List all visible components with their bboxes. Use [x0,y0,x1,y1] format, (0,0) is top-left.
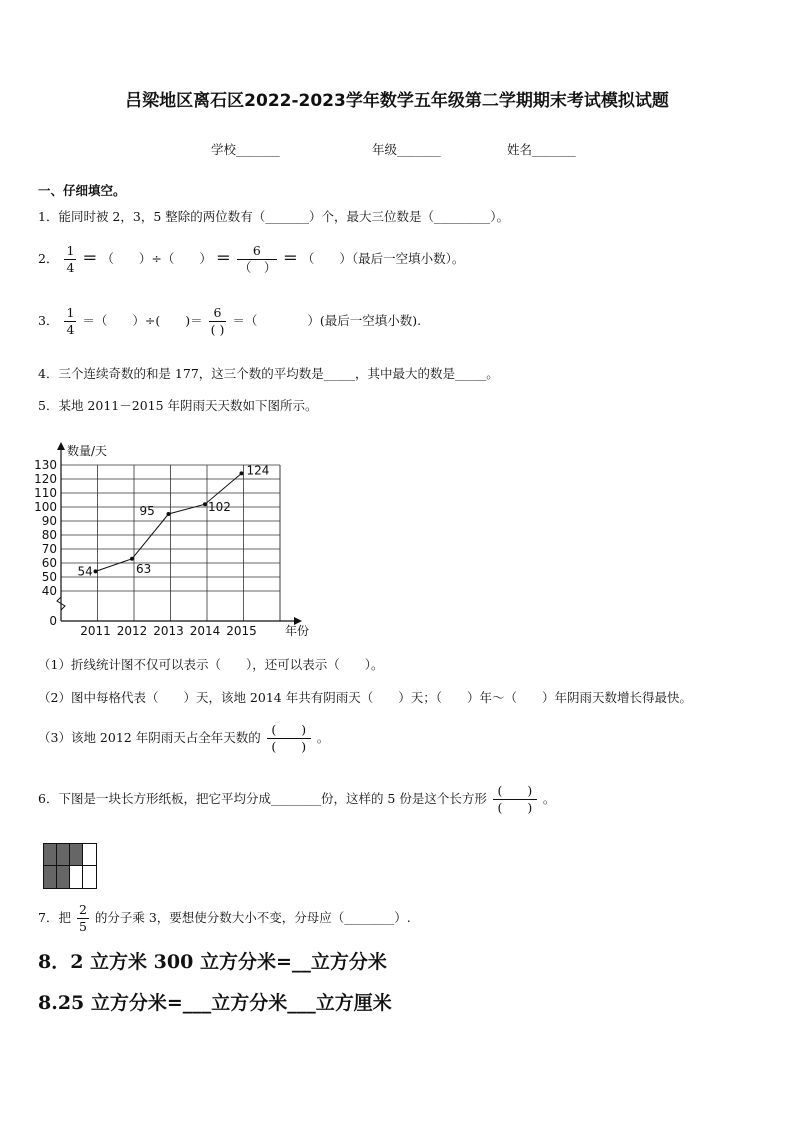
question-7-text: 的分子乘 3，要想使分数大小不变，分母应（________）. [94,910,411,925]
y-tick-label: 90 [41,514,57,528]
question-2-number: 2． [38,251,59,266]
numerator-blank: ( ) [493,783,537,800]
fraction [77,902,89,935]
x-tick-label: 2015 [226,624,257,638]
fraction [64,243,76,276]
data-point [94,569,98,573]
numerator: 1 [66,305,75,320]
grid-cell [44,866,57,888]
data-label: 95 [139,504,155,518]
numerator: 2 [78,902,87,917]
page-title: 吕梁地区离石区2022-2023学年数学五年级第二学期期末考试模拟试题 [125,91,669,111]
question-1: 1．能同时被 2，3，5 整除的两位数有（_______）个，最大三位数是（_________）。 [38,209,510,224]
question-5-3 [38,722,329,755]
data-label: 102 [208,500,231,515]
grid-cell [70,866,83,888]
y-tick-label: 50 [41,570,57,584]
denominator-blank: ( ) [497,800,533,815]
denominator: 4 [66,322,75,337]
question-3-number: 3． [38,313,59,328]
data-label: 124 [246,463,270,478]
y-axis-arrow [57,442,65,450]
numerator: 6 [237,243,277,260]
denominator: 4 [66,260,75,275]
period: 。 [316,730,330,745]
y-axis-label: 数量/天 [67,444,108,458]
grid-cell [57,866,70,888]
period: 。 [542,791,556,806]
question-7 [38,902,411,935]
x-axis-label: 年份 [285,624,310,638]
x-tick-label: 2014 [189,624,221,638]
question-6-text: 6．下图是一块长方形纸板，把它平均分成________份，这样的 5 份是这个长方形 [38,791,487,806]
fraction [237,243,277,276]
numerator: 1 [66,243,75,258]
numerator: 6 [209,305,227,322]
fraction-blank [267,722,311,755]
section-heading: 一、仔细填空。 [38,183,126,198]
data-label: 54 [77,564,93,579]
denominator-blank: ( ) [271,739,307,754]
y-tick-label: 110 [34,486,57,500]
y-tick-label: 130 [34,458,57,472]
question-3 [38,305,421,338]
name-field: 姓名_______ [507,142,576,157]
grid-cell [44,844,57,866]
x-tick-label: 2013 [153,624,184,638]
x-tick-label: 2011 [80,624,111,638]
grade-field: 年级_______ [372,142,441,157]
data-line [96,473,242,571]
question-4: 4．三个连续奇数的和是 177，这三个数的平均数是_____，其中最大的数是_____。 [38,366,499,381]
question-8b: 8.25 立方分米=___立方分米___立方厘米 [38,992,392,1014]
grid-cell [57,844,70,866]
y-tick-label: 80 [41,528,57,542]
fraction-blank [493,783,537,816]
question-2-tail: （ ）（最后一空填小数）。 [301,251,465,266]
question-5-1: （1）折线统计图不仅可以表示（ ），还可以表示（ ）。 [38,657,384,672]
y-tick-label: 0 [49,614,57,628]
data-point [203,502,207,506]
question-3-tail: ＝（ ）(最后一空填小数). [232,313,422,328]
fraction [209,305,227,338]
y-tick-label: 60 [41,556,57,570]
denominator: ( ) [210,322,225,337]
question-5-3-text: （3）该地 2012 年阴雨天占全年天数的 [38,730,261,745]
data-label: 63 [136,561,152,576]
question-7-prefix: 7．把 [38,910,71,925]
denominator: 5 [78,919,87,934]
data-point [167,512,171,516]
question-2-blank-division: （ ）÷（ ） [101,251,212,266]
denominator: （ ） [238,260,277,275]
y-tick-label: 120 [34,472,57,486]
grid-cell [70,844,83,866]
question-2: 2． $\frac{1}{4}$ ＝ （ ）÷（ ） ＝ $\frac{6}{( )}$ ＝ （ ）（最后一空填小数）。 [38,243,465,275]
school-field: 学校_______ [211,142,280,157]
grid-cell [83,866,96,888]
rectangle-grid [43,843,97,889]
question-6 [38,783,555,816]
question-8a: 8．2 立方米 300 立方分米=__立方分米 [38,951,387,973]
question-3-blank-division: ＝（ ）÷( )＝ [82,313,203,328]
question-5-2: （2）图中每格代表（ ）天，该地 2014 年共有阴雨天（ ）天；（ ）年～（ ）年阴雨天数增长得最快。 [38,690,692,705]
numerator-blank: ( ) [267,722,311,739]
x-tick-label: 2012 [116,624,148,638]
data-point [240,471,244,475]
y-tick-label: 100 [34,500,57,514]
line-chart [30,436,320,640]
y-tick-label: 70 [41,542,57,556]
y-tick-label: 40 [41,584,57,598]
fraction [64,305,76,338]
data-point [130,557,134,561]
grid-cell [83,844,96,866]
question-5: 5．某地 2011－2015 年阴雨天天数如下图所示。 [38,398,318,413]
